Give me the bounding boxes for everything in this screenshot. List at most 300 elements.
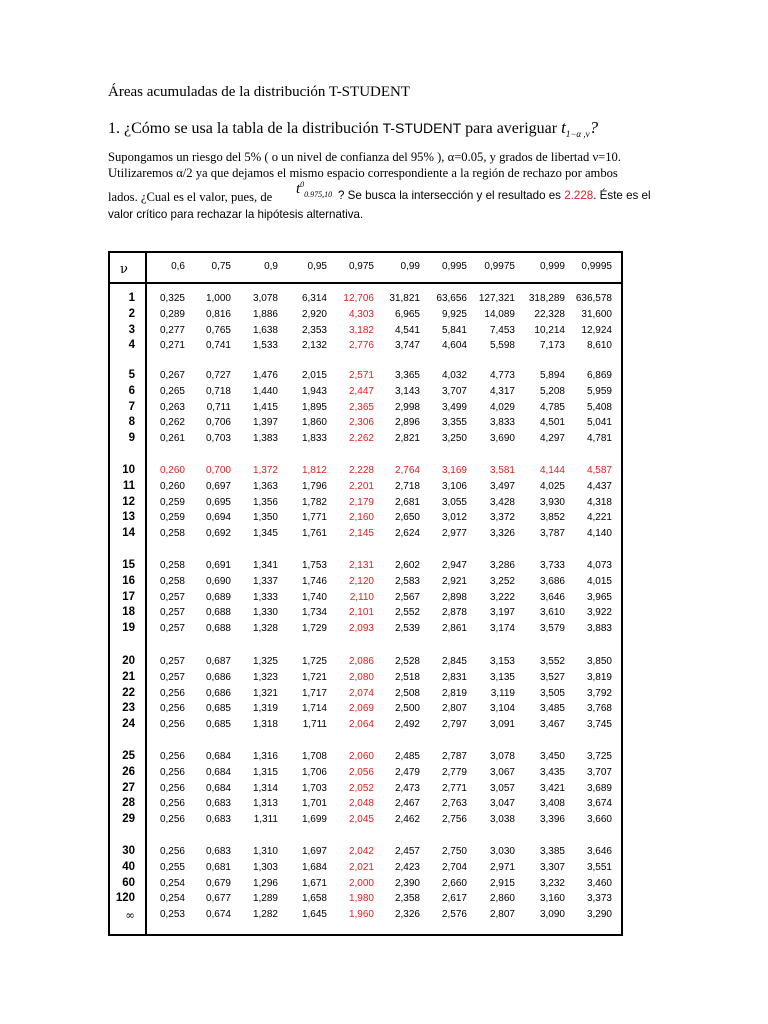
paragraph-line-3-end: . Éste es el xyxy=(593,189,651,202)
table-cell: 2,860 xyxy=(489,893,515,905)
table-cell: 3,135 xyxy=(489,671,515,683)
table-cell: 318,289 xyxy=(528,293,565,304)
question-mark: ? xyxy=(589,118,599,137)
table-cell: 2,971 xyxy=(489,861,515,873)
table-cell: 2,539 xyxy=(394,623,420,635)
table-cell: 12,706 xyxy=(343,293,374,304)
df-label: 40 xyxy=(122,860,135,873)
table-cell: 1,714 xyxy=(301,703,327,715)
table-cell: 3,819 xyxy=(586,671,612,683)
table-cell: 1,638 xyxy=(252,324,278,336)
table-cell: 3,689 xyxy=(586,782,612,794)
table-cell: 3,421 xyxy=(539,782,565,794)
paragraph-line-3-mid: ? Se busca la intersección y el resultado es xyxy=(338,189,561,202)
table-cell: 4,501 xyxy=(539,417,565,429)
table-cell: 1,833 xyxy=(301,433,327,445)
table-cell: 2,947 xyxy=(441,560,467,571)
table-cell: 0,256 xyxy=(159,782,185,794)
df-label: 3 xyxy=(128,323,135,336)
table-cell: 3,078 xyxy=(489,751,515,762)
df-label: 4 xyxy=(128,339,135,352)
table-cell: 0,262 xyxy=(159,417,185,429)
table-cell: 0,692 xyxy=(205,528,231,540)
table-cell: 0,718 xyxy=(205,385,231,397)
table-cell: 0,727 xyxy=(205,370,231,381)
table-cell: 2,086 xyxy=(348,656,374,667)
table-cell: 2,977 xyxy=(441,528,467,540)
column-header: 0,6 xyxy=(171,261,185,272)
table-cell: 4,317 xyxy=(489,385,515,397)
table-cell: 4,303 xyxy=(348,308,374,320)
table-cell: 0,685 xyxy=(205,719,231,731)
table-cell: 22,328 xyxy=(534,308,565,320)
table-cell: 1,703 xyxy=(301,782,327,794)
table-cell: 3,725 xyxy=(586,751,612,762)
table-cell: 2,567 xyxy=(394,591,420,603)
table-cell: 1,314 xyxy=(252,782,278,794)
df-label: 9 xyxy=(128,432,135,445)
table-cell: 2,787 xyxy=(441,751,467,762)
table-cell: 1,725 xyxy=(301,656,327,667)
table-cell: 1,321 xyxy=(252,687,278,699)
table-cell: 2,160 xyxy=(348,512,374,524)
df-label: 1 xyxy=(128,292,135,304)
table-cell: 1,323 xyxy=(252,671,278,683)
table-cell: 5,041 xyxy=(586,417,612,429)
table-cell: 2,831 xyxy=(441,671,467,683)
table-cell: 1,313 xyxy=(252,798,278,810)
table-cell: 3,930 xyxy=(539,496,565,508)
table-cell: 1,658 xyxy=(301,893,327,905)
table-cell: 0,686 xyxy=(205,671,231,683)
table-cell: 0,325 xyxy=(159,293,185,304)
table-cell: 3,787 xyxy=(539,528,565,540)
table-cell: 0,271 xyxy=(159,340,185,352)
table-cell: 2,819 xyxy=(441,687,467,699)
table-cell: 3,450 xyxy=(539,751,565,762)
table-cell: 0,684 xyxy=(205,766,231,778)
table-cell: 1,341 xyxy=(252,560,278,571)
df-label: 26 xyxy=(122,765,135,778)
table-cell: 2,602 xyxy=(394,560,420,571)
table-cell: 0,257 xyxy=(159,623,185,635)
table-cell: 3,057 xyxy=(489,782,515,794)
table-cell: 2,508 xyxy=(394,687,420,699)
paragraph-line-3-tail xyxy=(338,189,651,202)
table-cell: 1,316 xyxy=(252,751,278,762)
table-cell: 1,729 xyxy=(301,623,327,635)
table-cell: 2,998 xyxy=(394,401,420,413)
table-cell: 1,761 xyxy=(301,528,327,540)
table-cell: 1,812 xyxy=(301,465,327,476)
table-cell: 3,707 xyxy=(441,385,467,397)
table-cell: 3,660 xyxy=(586,814,612,826)
table-cell: 3,505 xyxy=(539,687,565,699)
table-cell: 0,706 xyxy=(205,417,231,429)
table-cell: 3,485 xyxy=(539,703,565,715)
table-cell: 2,390 xyxy=(394,877,420,889)
table-cell: 3,143 xyxy=(394,385,420,397)
table-cell: 31,821 xyxy=(389,293,420,304)
table-cell: 2,069 xyxy=(348,703,374,715)
table-cell: 4,587 xyxy=(586,465,612,476)
question-distribution: T-STUDENT xyxy=(382,120,462,136)
table-cell: 0,261 xyxy=(159,433,185,445)
df-label: 13 xyxy=(122,511,135,524)
table-cell: 2,776 xyxy=(348,340,374,352)
table-cell: 0,254 xyxy=(159,893,185,905)
t-table-divider-horizontal xyxy=(108,282,623,284)
table-cell: 2,704 xyxy=(441,861,467,873)
df-label: 19 xyxy=(122,622,135,635)
table-cell: 4,140 xyxy=(586,528,612,540)
table-cell: 0,256 xyxy=(159,719,185,731)
table-cell: 0,686 xyxy=(205,687,231,699)
table-cell: 2,920 xyxy=(301,308,327,320)
table-cell: 2,093 xyxy=(348,623,374,635)
table-cell: 3,307 xyxy=(539,861,565,873)
table-cell: 0,254 xyxy=(159,877,185,889)
table-cell: 2,120 xyxy=(348,575,374,587)
table-cell: 2,101 xyxy=(348,607,374,619)
table-cell: 636,578 xyxy=(575,293,612,304)
table-cell: 2,518 xyxy=(394,671,420,683)
df-label: 17 xyxy=(122,590,135,603)
table-cell: 2,898 xyxy=(441,591,467,603)
table-cell: 0,257 xyxy=(159,591,185,603)
table-cell: 1,363 xyxy=(252,480,278,492)
table-cell: 0,253 xyxy=(159,909,185,921)
table-cell: 3,408 xyxy=(539,798,565,810)
table-cell: 0,256 xyxy=(159,751,185,762)
table-cell: 0,256 xyxy=(159,703,185,715)
table-cell: 3,222 xyxy=(489,591,515,603)
table-cell: 3,373 xyxy=(586,893,612,905)
table-cell: 1,356 xyxy=(252,496,278,508)
table-cell: 7,173 xyxy=(539,340,565,352)
table-cell: 2,467 xyxy=(394,798,420,810)
table-cell: 0,688 xyxy=(205,623,231,635)
table-cell: 1,886 xyxy=(252,308,278,320)
table-cell: 5,959 xyxy=(586,385,612,397)
table-cell: 0,685 xyxy=(205,703,231,715)
table-cell: 0,258 xyxy=(159,575,185,587)
table-cell: 4,781 xyxy=(586,433,612,445)
table-cell: 0,267 xyxy=(159,370,185,381)
table-cell: 3,047 xyxy=(489,798,515,810)
table-cell: 0,260 xyxy=(159,465,185,476)
column-header: 0,75 xyxy=(211,261,231,272)
table-cell: 3,078 xyxy=(252,293,278,304)
table-cell: 3,527 xyxy=(539,671,565,683)
question-suffix: para averiguar xyxy=(465,120,558,137)
table-cell: 2,228 xyxy=(348,465,374,476)
table-cell: 0,256 xyxy=(159,846,185,857)
table-cell: 3,499 xyxy=(441,401,467,413)
degrees-of-freedom-header: ν xyxy=(120,262,128,277)
table-cell: 3,686 xyxy=(539,575,565,587)
table-cell: 1,645 xyxy=(301,909,327,921)
table-cell: 1,701 xyxy=(301,798,327,810)
table-cell: 2,756 xyxy=(441,814,467,826)
table-cell: 4,221 xyxy=(586,512,612,524)
table-cell: 1,796 xyxy=(301,480,327,492)
table-cell: 3,833 xyxy=(489,417,515,429)
df-label: 21 xyxy=(122,670,135,683)
df-label: 14 xyxy=(122,527,135,540)
table-cell: 1,415 xyxy=(252,401,278,413)
df-label: 27 xyxy=(122,781,135,794)
table-cell: 3,396 xyxy=(539,814,565,826)
paragraph-line-2: Utilizaremos α/2 ya que dejamos el mismo espacio correspondiente a la región de rechazo por ambos xyxy=(108,166,618,180)
table-cell: 3,552 xyxy=(539,656,565,667)
table-cell: 3,385 xyxy=(539,846,565,857)
table-cell: 1,734 xyxy=(301,607,327,619)
table-cell: 2,045 xyxy=(348,814,374,826)
table-cell: 3,090 xyxy=(539,909,565,921)
table-cell: 2,358 xyxy=(394,893,420,905)
table-cell: 5,408 xyxy=(586,401,612,413)
table-cell: 1,328 xyxy=(252,623,278,635)
table-cell: 2,042 xyxy=(348,846,374,857)
df-label: 24 xyxy=(122,718,135,731)
table-cell: 3,067 xyxy=(489,766,515,778)
table-cell: 2,807 xyxy=(441,703,467,715)
table-cell: 3,169 xyxy=(441,465,467,476)
df-label: 5 xyxy=(128,369,135,381)
table-cell: 2,797 xyxy=(441,719,467,731)
table-cell: 1,717 xyxy=(301,687,327,699)
table-cell: 2,052 xyxy=(348,782,374,794)
table-cell: 1,333 xyxy=(252,591,278,603)
table-cell: 0,256 xyxy=(159,766,185,778)
table-cell: 3,326 xyxy=(489,528,515,540)
table-cell: 1,943 xyxy=(301,385,327,397)
table-cell: 1,440 xyxy=(252,385,278,397)
table-cell: 0,684 xyxy=(205,782,231,794)
table-cell: 0,679 xyxy=(205,877,231,889)
table-cell: 0,683 xyxy=(205,814,231,826)
table-cell: 1,708 xyxy=(301,751,327,762)
table-cell: 5,598 xyxy=(489,340,515,352)
table-cell: 2,624 xyxy=(394,528,420,540)
paragraph-symbol-t: t xyxy=(296,181,301,197)
table-cell: 0,674 xyxy=(205,909,231,921)
table-cell: 3,290 xyxy=(586,909,612,921)
table-cell: 3,153 xyxy=(489,656,515,667)
table-cell: 3,674 xyxy=(586,798,612,810)
table-cell: 0,703 xyxy=(205,433,231,445)
table-cell: 2,921 xyxy=(441,575,467,587)
table-cell: 3,012 xyxy=(441,512,467,524)
table-cell: 0,694 xyxy=(205,512,231,524)
question-heading xyxy=(108,118,598,139)
table-cell: 4,297 xyxy=(539,433,565,445)
table-cell: 0,289 xyxy=(159,308,185,320)
table-cell: 4,025 xyxy=(539,480,565,492)
table-cell: 3,965 xyxy=(586,591,612,603)
table-cell: 1,721 xyxy=(301,671,327,683)
table-cell: 14,089 xyxy=(484,308,515,320)
table-cell: 2,571 xyxy=(348,370,374,381)
df-label: 25 xyxy=(122,750,135,762)
table-cell: 2,500 xyxy=(394,703,420,715)
table-cell: 3,850 xyxy=(586,656,612,667)
df-label: ∞ xyxy=(125,908,135,923)
table-cell: 1,860 xyxy=(301,417,327,429)
table-cell: 2,423 xyxy=(394,861,420,873)
table-cell: 0,277 xyxy=(159,324,185,336)
table-cell: 1,319 xyxy=(252,703,278,715)
table-cell: 3,355 xyxy=(441,417,467,429)
table-cell: 6,869 xyxy=(586,370,612,381)
table-cell: 0,256 xyxy=(159,798,185,810)
table-cell: 3,646 xyxy=(586,846,612,857)
table-cell: 1,315 xyxy=(252,766,278,778)
table-cell: 1,350 xyxy=(252,512,278,524)
table-cell: 3,428 xyxy=(489,496,515,508)
table-cell: 3,435 xyxy=(539,766,565,778)
table-cell: 3,792 xyxy=(586,687,612,699)
table-cell: 1,771 xyxy=(301,512,327,524)
table-cell: 3,768 xyxy=(586,703,612,715)
paragraph-symbol-sub: 0.975,10 xyxy=(304,190,333,199)
df-label: 20 xyxy=(122,655,135,667)
table-cell: 1,310 xyxy=(252,846,278,857)
table-cell: 31,600 xyxy=(581,308,612,320)
table-cell: 1,372 xyxy=(252,465,278,476)
table-cell: 0,765 xyxy=(205,324,231,336)
table-cell: 3,497 xyxy=(489,480,515,492)
table-cell: 3,055 xyxy=(441,496,467,508)
paragraph-symbol xyxy=(296,180,332,199)
table-cell: 3,372 xyxy=(489,512,515,524)
table-cell: 3,252 xyxy=(489,575,515,587)
table-cell: 5,894 xyxy=(539,370,565,381)
table-cell: 2,915 xyxy=(489,877,515,889)
table-cell: 4,015 xyxy=(586,575,612,587)
table-cell: 2,771 xyxy=(441,782,467,794)
table-cell: 3,579 xyxy=(539,623,565,635)
table-cell: 4,773 xyxy=(489,370,515,381)
table-cell: 2,110 xyxy=(349,591,374,603)
df-label: 60 xyxy=(122,876,135,889)
column-header: 0,99 xyxy=(400,261,420,272)
table-cell: 2,056 xyxy=(348,766,374,778)
table-cell: 0,258 xyxy=(159,560,185,571)
column-header: 0,95 xyxy=(307,261,327,272)
table-cell: 2,617 xyxy=(441,893,467,905)
column-header: 0,9995 xyxy=(581,261,612,272)
table-cell: 4,785 xyxy=(539,401,565,413)
column-header: 0,9 xyxy=(264,261,278,272)
question-symbol: t xyxy=(561,118,566,137)
table-cell: 4,032 xyxy=(441,370,467,381)
table-cell: 0,689 xyxy=(205,591,231,603)
table-cell: 0,688 xyxy=(205,607,231,619)
paragraph-line-3-start: lados. ¿Cual es el valor, pues, de xyxy=(108,190,273,204)
df-label: 7 xyxy=(128,400,135,413)
table-cell: 2,583 xyxy=(394,575,420,587)
table-cell: 2,080 xyxy=(348,671,374,683)
question-prefix: 1. ¿Cómo se usa la tabla de la distribución xyxy=(108,120,379,137)
table-cell: 0,259 xyxy=(159,512,185,524)
table-cell: 1,330 xyxy=(252,607,278,619)
table-cell: 3,232 xyxy=(539,877,565,889)
table-cell: 3,551 xyxy=(586,861,612,873)
table-cell: 3,852 xyxy=(539,512,565,524)
table-cell: 2,807 xyxy=(489,909,515,921)
table-cell: 1,325 xyxy=(252,656,278,667)
df-label: 30 xyxy=(122,845,135,857)
table-cell: 0,816 xyxy=(205,308,231,320)
table-cell: 2,326 xyxy=(394,909,420,921)
table-cell: 2,660 xyxy=(441,877,467,889)
df-label: 8 xyxy=(128,416,135,429)
table-cell: 0,257 xyxy=(159,671,185,683)
table-cell: 4,318 xyxy=(586,496,612,508)
table-cell: 3,160 xyxy=(539,893,565,905)
table-cell: 2,145 xyxy=(348,528,374,540)
table-cell: 3,106 xyxy=(441,480,467,492)
table-cell: 1,753 xyxy=(301,560,327,571)
table-cell: 12,924 xyxy=(581,324,612,336)
table-cell: 2,718 xyxy=(394,480,420,492)
table-cell: 3,182 xyxy=(348,324,374,336)
table-cell: 0,257 xyxy=(159,607,185,619)
table-cell: 1,311 xyxy=(253,814,278,826)
column-header: 0,9975 xyxy=(484,261,515,272)
table-cell: 3,197 xyxy=(489,607,515,619)
table-cell: 1,746 xyxy=(301,575,327,587)
table-cell: 0,681 xyxy=(205,861,231,873)
table-cell: 2,021 xyxy=(348,861,374,873)
table-cell: 6,965 xyxy=(394,308,420,320)
table-cell: 2,650 xyxy=(394,512,420,524)
table-cell: 1,740 xyxy=(301,591,327,603)
question-symbol-subscript: 1−α ,ν xyxy=(565,129,590,140)
table-cell: 3,030 xyxy=(489,846,515,857)
table-cell: 1,671 xyxy=(301,877,327,889)
table-cell: 2,861 xyxy=(441,623,467,635)
df-label: 15 xyxy=(122,559,135,571)
table-cell: 10,214 xyxy=(534,324,565,336)
table-cell: 1,337 xyxy=(252,575,278,587)
table-cell: 1,318 xyxy=(252,719,278,731)
table-cell: 2,060 xyxy=(348,751,374,762)
table-cell: 2,681 xyxy=(394,496,420,508)
table-cell: 4,073 xyxy=(586,560,612,571)
df-label: 2 xyxy=(128,307,135,320)
table-cell: 3,610 xyxy=(539,607,565,619)
table-cell: 8,610 xyxy=(586,340,612,352)
table-cell: 1,895 xyxy=(301,401,327,413)
table-cell: 0,683 xyxy=(205,846,231,857)
column-header: 0,975 xyxy=(348,261,374,272)
table-cell: 2,764 xyxy=(394,465,420,476)
table-cell: 0,258 xyxy=(159,528,185,540)
table-cell: 3,646 xyxy=(539,591,565,603)
df-label: 12 xyxy=(122,495,135,508)
df-label: 16 xyxy=(122,574,135,587)
table-cell: 2,821 xyxy=(394,433,420,445)
table-cell: 0,263 xyxy=(159,401,185,413)
table-cell: 0,260 xyxy=(159,480,185,492)
table-cell: 3,104 xyxy=(489,703,515,715)
table-cell: 9,925 xyxy=(441,308,467,320)
table-cell: 2,462 xyxy=(394,814,420,826)
table-cell: 2,262 xyxy=(348,433,374,445)
